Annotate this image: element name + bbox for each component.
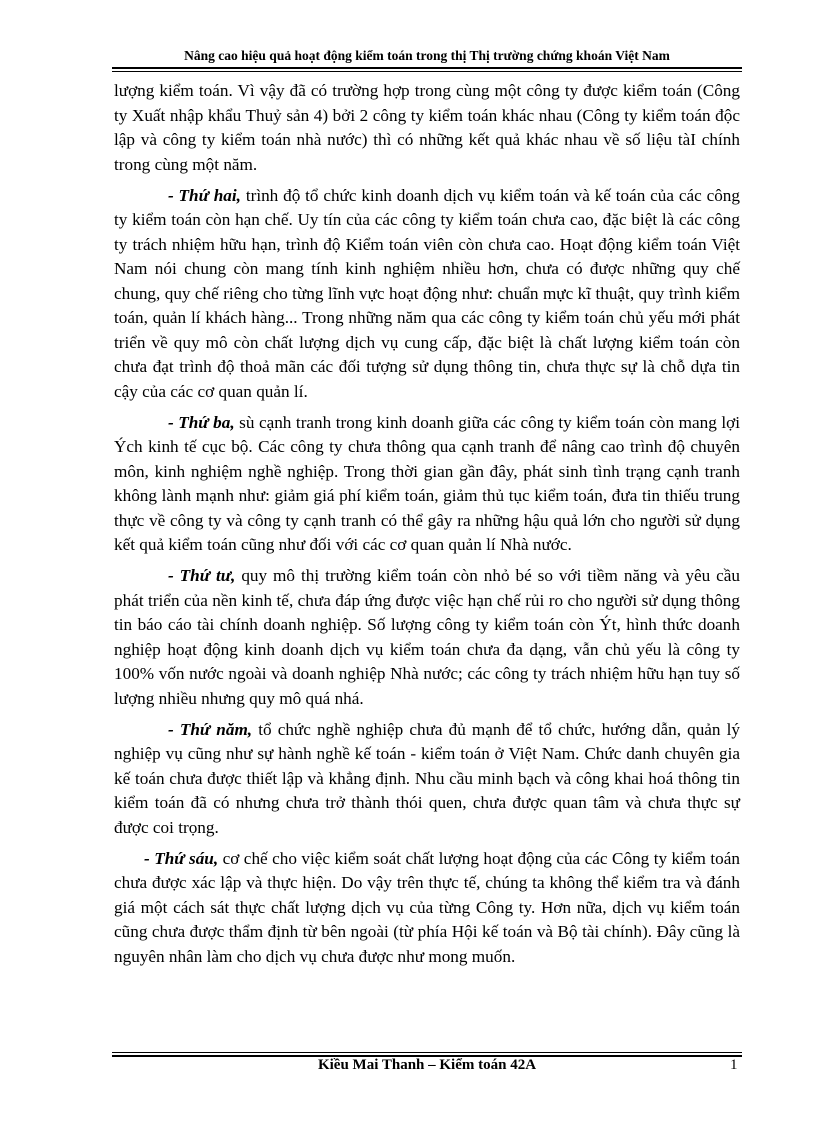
paragraph-continuation	[114, 79, 740, 177]
paragraph-thu-sau	[114, 847, 740, 970]
paragraph-lead: - Thứ hai,	[168, 185, 241, 205]
paragraph-text: tổ chức nghề nghiệp chưa đủ mạnh để tổ chức, hướng dẫn, quản lý nghiệp vụ cũng như sự hành nghề kế toán - kiểm toán ở Việt Nam. Chức danh chuyên gia kế toán chưa được thiết lập và khẳng định. Nhu cầu minh bạch và công khai hoá thông tin kiểm toán đã có nhưng chưa trở thành thói quen, chưa được quan tâm và chưa thực sự được coi trọng.	[114, 719, 740, 837]
paragraph-lead: - Thứ ba,	[168, 412, 235, 432]
paragraph-thu-tu	[114, 564, 740, 711]
header-rule	[112, 67, 742, 69]
running-header: Nâng cao hiệu quả hoạt động kiểm toán trong thị Thị trường chứng khoán Việt Nam	[184, 48, 670, 63]
paragraph-lead: - Thứ sáu,	[144, 848, 219, 868]
paragraph-lead: - Thứ năm,	[168, 719, 253, 739]
paragraph-thu-nam	[114, 718, 740, 841]
footer-author: Kiều Mai Thanh – Kiểm toán 42A	[317, 1057, 537, 1073]
footer-rule-thin	[112, 1052, 742, 1053]
paragraph-text: lượng kiểm toán. Vì vậy đã có trường hợp trong cùng một công ty được kiểm toán (Công ty Xuất nhập khẩu Thuỷ sản 4) bởi 2 công ty kiểm toán khác nhau (Công ty kiểm toán độc lập và công ty kiểm toán nhà nước) thì có những kết quả khác nhau về số liệu tàI chính trong cùng một năm.	[114, 81, 740, 174]
page-number: 1	[730, 1057, 738, 1073]
paragraph-thu-ba	[114, 411, 740, 558]
body-text	[114, 79, 740, 976]
paragraph-thu-hai	[114, 184, 740, 405]
paragraph-text: sù cạnh tranh trong kinh doanh giữa các công ty kiểm toán còn mang lợi Ých kinh tế cục bộ. Các công ty chưa thông qua cạnh tranh để nâng cao trình độ chuyên môn, kinh nghiệm nghề nghiệp. Trong thời gian gần đây, phát sinh tình trạng cạnh tranh không lành mạnh như: giảm giá phí kiểm toán, giảm thủ tục kiểm toán, đưa tin thiếu trung thực về công ty và công ty cạnh tranh có thể gây ra những hậu quả lớn cho người sử dụng kết quả kiểm toán cũng như đối với các cơ quan quản lí Nhà nước.	[114, 412, 740, 554]
paragraph-text: quy mô thị trường kiểm toán còn nhỏ bé so với tiềm năng và yêu cầu phát triển của nền kinh tế, chưa đáp ứng được việc hạn chế rủi ro cho người sử dụng thông tin báo cáo tài chính doanh nghiệp. Số lượng công ty kiểm toán còn Ýt, hình thức doanh nghiệp hoạt động kinh doanh dịch vụ kiểm toán chưa đa dạng, vẫn chủ yếu là công ty 100% vốn nước ngoài và doanh nghiệp Nhà nước; các công ty trách nhiệm hữu hạn tuy số lượng nhiều nhưng quy mô quá nhá.	[114, 566, 740, 708]
header-rule-thin	[112, 71, 742, 72]
paragraph-text: cơ chế cho việc kiểm soát chất lượng hoạt động của các Công ty kiểm toán chưa được xác lập và thực hiện. Do vậy trên thực tế, chúng ta không thể kiểm tra và đánh giá một cách sát thực chất lượng dịch vụ của từng Công ty. Hơn nữa, dịch vụ kiểm toán cũng chưa được thẩm định từ bên ngoài (từ phía Hội kế toán và Bộ tài chính). Đây cũng là nguyên nhân làm cho dịch vụ chưa được như mong muốn.	[114, 848, 740, 966]
paragraph-lead: - Thứ tư,	[168, 566, 236, 585]
paragraph-text: trình độ tổ chức kinh doanh dịch vụ kiểm toán và kế toán của các công ty kiểm toán còn hạn chế. Uy tín của các công ty kiểm toán chưa cao, đặc biệt là các công ty trách nhiệm hữu hạn, trình độ Kiểm toán viên còn chưa cao. Hoạt động kiểm toán Việt Nam nói chung còn mang tính kinh nghiệm nhiều hơn, chưa có được những quy chế chung, quy chế riêng cho từng lĩnh vực hoạt động như: chuẩn mực kĩ thuật, quy trình kiểm toán, quản lí khách hàng... Trong những năm qua các công ty kiểm toán chủ yếu mới phát triển về quy mô còn chất lượng dịch vụ cung cấp, đặc biệt là chất lượng kiểm toán còn chưa đạt trình độ thoả mãn các đối tượng sử dụng thông tin, chưa thực sự là chỗ dựa tin cậy của các cơ quan quản lí.	[114, 185, 740, 401]
